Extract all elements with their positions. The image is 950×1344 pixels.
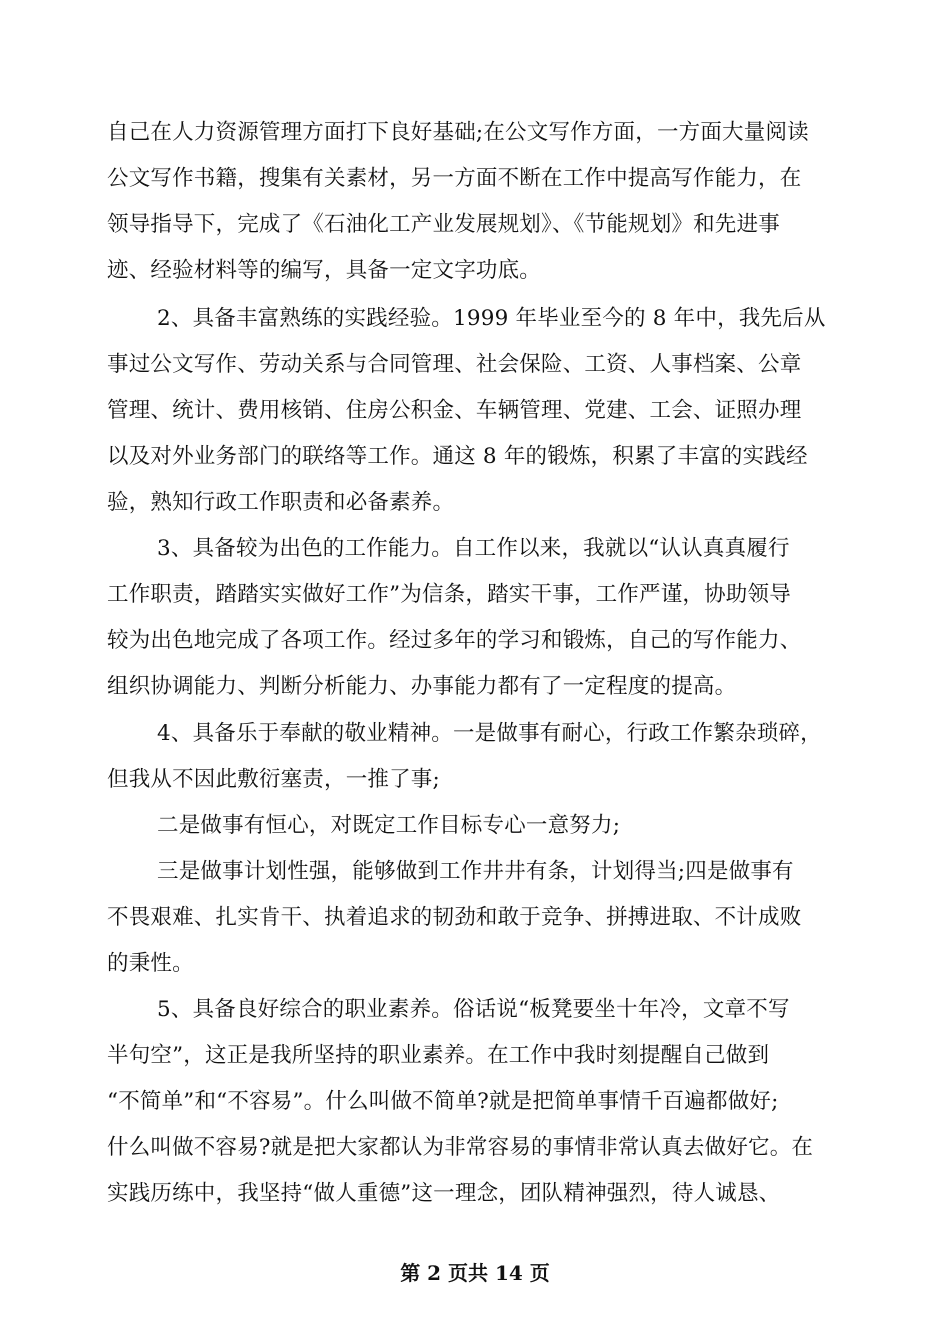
body-line: 迹、经验材料等的编写，具备一定文字功底。 <box>107 258 542 283</box>
body-line: 实践历练中，我坚持“做人重德”这一理念，团队精神强烈，待人诚恳、 <box>107 1181 781 1206</box>
paragraph-start: 二是做事有恒心，对既定工作目标专心一意努力; <box>157 813 621 838</box>
body-line: 领导指导下，完成了《石油化工产业发展规划》、《节能规划》和先进事 <box>107 212 780 237</box>
body-line: 不畏艰难、扎实肯干、执着追求的韧劲和敢于竞争、拼搏进取、不计成败 <box>107 905 802 930</box>
body-line: 什么叫做不容易?就是把大家都认为非常容易的事情非常认真去做好它。在 <box>107 1135 814 1160</box>
body-line: 自己在人力资源管理方面打下良好基础;在公文写作方面，一方面大量阅读 <box>107 120 809 145</box>
body-line: 组织协调能力、判断分析能力、办事能力都有了一定程度的提高。 <box>107 674 737 699</box>
body-line: 公文写作书籍，搜集有关素材，另一方面不断在工作中提高写作能力，在 <box>107 166 802 191</box>
body-line: 以及对外业务部门的联络等工作。通这 8 年的锻炼，积累了丰富的实践经 <box>107 444 808 469</box>
body-line: 的秉性。 <box>107 951 194 976</box>
body-line: 事过公文写作、劳动关系与合同管理、社会保险、工资、人事档案、公章 <box>107 352 802 377</box>
body-line: “不简单”和“不容易”。什么叫做不简单?就是把简单事情千百遍都做好; <box>107 1089 779 1114</box>
body-line: 较为出色地完成了各项工作。经过多年的学习和锻炼，自己的写作能力、 <box>107 628 802 653</box>
paragraph-start: 三是做事计划性强，能够做到工作井井有条，计划得当;四是做事有 <box>157 859 794 884</box>
paragraph-2-start: 2、具备丰富熟练的实践经验。1999 年毕业至今的 8 年中，我先后从 <box>157 306 826 331</box>
body-line: 验，熟知行政工作职责和必备素养。 <box>107 490 455 515</box>
paragraph-3-start: 3、具备较为出色的工作能力。自工作以来，我就以“认认真真履行 <box>157 536 790 561</box>
paragraph-4-start: 4、具备乐于奉献的敬业精神。一是做事有耐心，行政工作繁杂琐碎， <box>157 721 822 746</box>
body-line: 工作职责，踏踏实实做好工作”为信条，踏实干事，工作严谨，协助领导 <box>107 582 791 607</box>
body-line: 半句空”，这正是我所坚持的职业素养。在工作中我时刻提醒自己做到 <box>107 1043 770 1068</box>
page-number-footer: 第 2 页共 14 页 <box>400 1261 550 1285</box>
body-line: 管理、统计、费用核销、住房公积金、车辆管理、党建、工会、证照办理 <box>107 398 802 423</box>
body-line: 但我从不因此敷衍塞责，一推了事; <box>107 767 440 792</box>
paragraph-5-start: 5、具备良好综合的职业素养。俗话说“板凳要坐十年冷，文章不写 <box>157 997 790 1022</box>
